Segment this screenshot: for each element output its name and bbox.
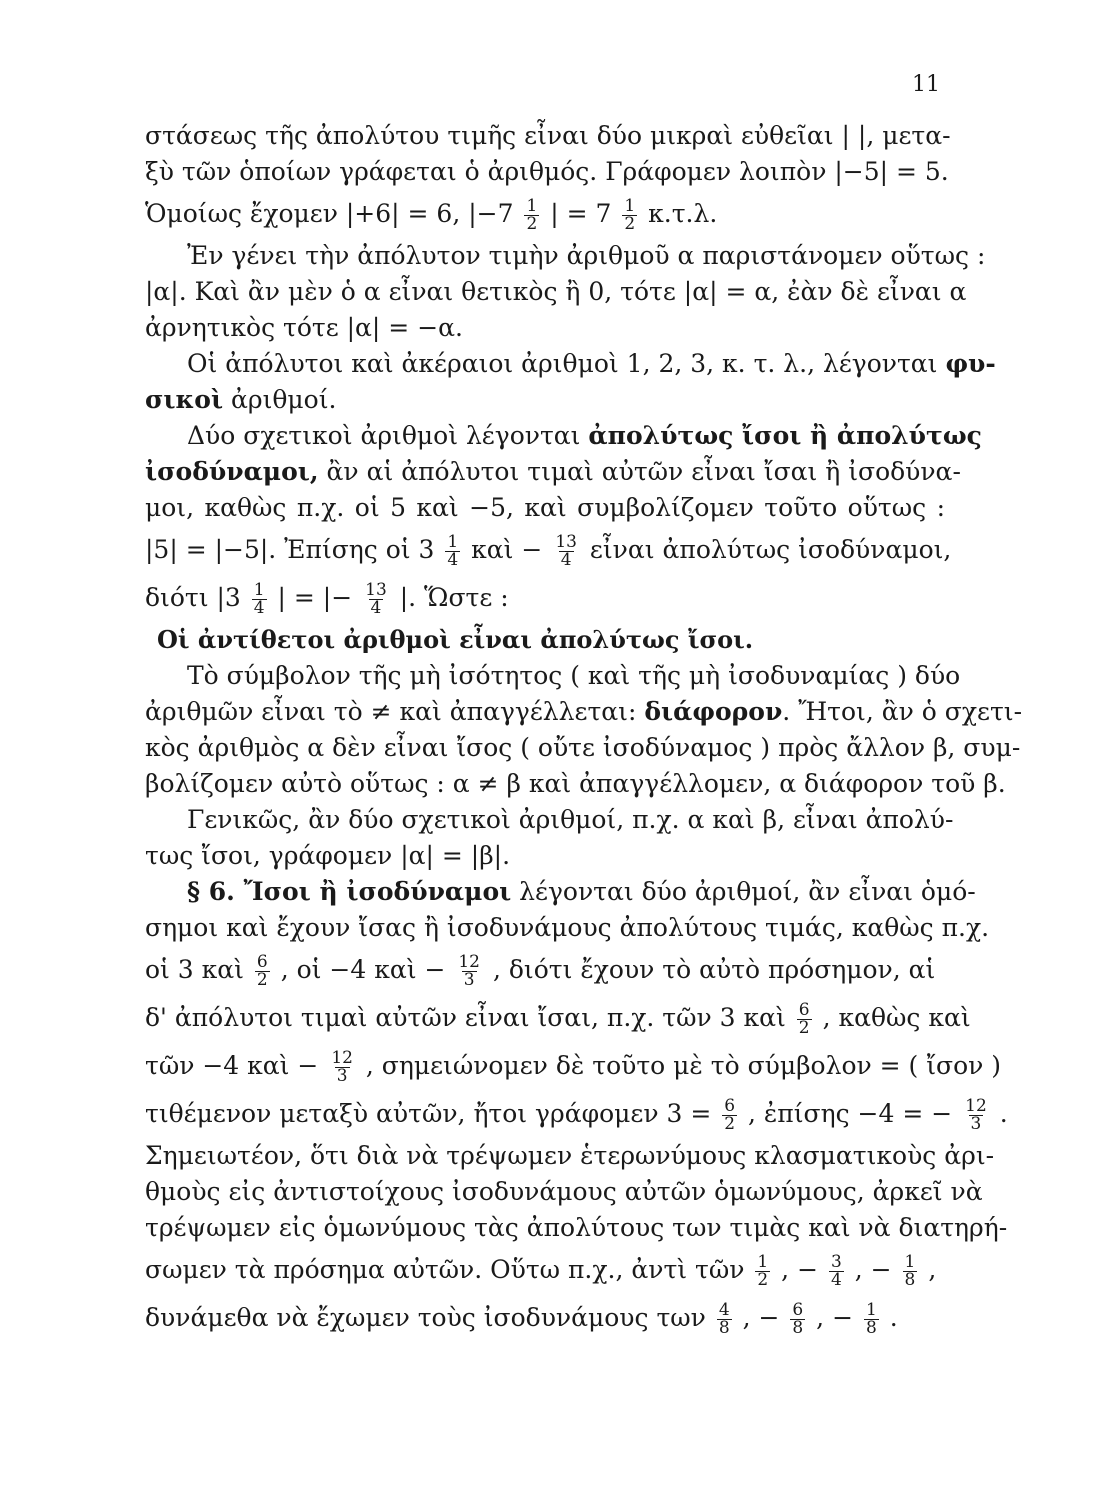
text-line	[145, 946, 945, 994]
text-segment: |. Ὥστε :	[399, 583, 509, 612]
fraction: $\frac{4}{8}$	[718, 1300, 730, 1338]
fraction: $\frac{1}{2}$	[624, 196, 636, 234]
text-segment: δ' ἀπόλυτοι τιμαὶ αὐτῶν εἶναι ἴσαι, π.χ. τῶν 3 καὶ	[145, 1003, 794, 1032]
text-segment: ἀριθμοί.	[223, 385, 337, 414]
fraction: $\frac{12}{3}$	[458, 952, 480, 990]
fraction: $\frac{1}{2}$	[757, 1252, 769, 1290]
text-line	[145, 382, 945, 418]
bold-term: φυ-	[945, 349, 996, 378]
fraction: $\frac{1}{2}$	[526, 196, 538, 234]
text-segment: , σημειώνομεν δὲ τοῦτο μὲ τὸ σύμβολον = ( ἴσον )	[365, 1051, 1002, 1080]
text-segment: κ.τ.λ.	[648, 199, 718, 228]
text-segment: δυνάμεθα νὰ ἔχωμεν τοὺς ἰσοδυνάμους των	[145, 1303, 714, 1332]
text-line: τως ἴσοι, γράφομεν |α| = |β|.	[145, 841, 511, 870]
fraction: $\frac{6}{2}$	[256, 952, 268, 990]
text-segment: , ἐπίσης −4 = −	[748, 1099, 961, 1128]
text-segment: καὶ −	[471, 535, 551, 564]
text-line	[145, 526, 952, 574]
text-segment: . Ἤτοι, ἂν ὁ σχετι-	[782, 697, 1023, 726]
text-line: |α|. Καὶ ἂν μὲν ὁ α εἶναι θετικὸς ἢ 0, τότε |α| = α, ἐὰν δὲ εἶναι α	[145, 277, 967, 306]
text-segment: | = 7	[550, 199, 620, 228]
text-line	[145, 1294, 945, 1342]
text-segment: ,	[928, 1255, 937, 1284]
text-segment: ἂν αἱ ἀπόλυτοι τιμαὶ αὐτῶν εἶναι ἴσαι ἢ ἰσοδύνα-	[318, 457, 961, 486]
fraction: $\frac{1}{8}$	[865, 1300, 877, 1338]
text-line: τρέψωμεν εἰς ὁμωνύμους τὰς ἀπολύτους των τιμὰς καὶ νὰ διατηρή-	[145, 1213, 1008, 1242]
text-segment: .	[889, 1303, 898, 1332]
text-line	[145, 1246, 945, 1294]
bold-term: ἀπολύτως ἴσοι ἢ ἀπολύτως	[588, 421, 982, 450]
fraction: $\frac{13}{4}$	[555, 532, 577, 570]
text-line	[145, 694, 1023, 730]
text-line	[145, 874, 976, 910]
text-segment: | = |−	[277, 583, 361, 612]
text-line	[145, 454, 961, 490]
text-segment: Δύο σχετικοὶ ἀριθμοὶ λέγονται	[187, 421, 589, 450]
fraction: $\frac{1}{8}$	[904, 1252, 916, 1290]
fraction: $\frac{6}{2}$	[724, 1096, 736, 1134]
text-segment: , διότι ἔχουν τὸ αὐτὸ πρόσημον, αἱ	[492, 955, 936, 984]
text-segment: τιθέμενον μεταξὺ αὐτῶν, ἤτοι γράφομεν 3 =	[145, 1099, 720, 1128]
text-line: μοι, καθὼς π.χ. οἱ 5 καὶ −5, καὶ συμβολίζομεν τοῦτο οὕτως :	[145, 493, 945, 522]
text-line	[145, 1042, 1002, 1090]
bold-term: σικοὶ	[145, 385, 224, 414]
fraction: $\frac{6}{8}$	[792, 1300, 804, 1338]
text-segment: , καθὼς καὶ	[822, 1003, 971, 1032]
text-segment: Οἱ ἀπόλυτοι καὶ ἀκέραιοι ἀριθμοὶ 1, 2, 3, κ. τ. λ., λέγονται	[187, 349, 946, 378]
text-segment: εἶναι ἀπολύτως ἰσοδύναμοι,	[589, 535, 952, 564]
text-line	[145, 1090, 1008, 1138]
text-segment: διότι |3	[145, 583, 249, 612]
text-segment: λέγονται δύο ἀριθμοί, ἂν εἶναι ὁμό-	[511, 877, 976, 906]
text-segment: ἀριθμῶν εἶναι τὸ ≠ καὶ ἀπαγγέλλεται:	[145, 697, 645, 726]
text-segment: |5| = |−5|. Ἐπίσης οἱ 3	[145, 535, 443, 564]
text-segment: σωμεν τὰ πρόσημα αὐτῶν. Οὕτω π.χ., ἀντὶ τῶν	[145, 1255, 753, 1284]
text-segment: Ὁμοίως ἔχομεν |+6| = 6, |−7	[145, 199, 522, 228]
text-segment: , οἱ −4 καὶ −	[280, 955, 454, 984]
rule-heading: Οἱ ἀντίθετοι ἀριθμοὶ εἶναι ἀπολύτως ἴσοι.	[157, 625, 754, 654]
text-segment: , −	[816, 1303, 861, 1332]
text-line: Ἐν γένει τὴν ἀπόλυτον τιμὴν ἀριθμοῦ α παριστάνομεν οὕτως :	[187, 241, 986, 270]
fraction: $\frac{1}{4}$	[253, 580, 265, 618]
bold-term: διάφορον	[644, 697, 783, 726]
text-segment: , −	[854, 1255, 900, 1284]
text-segment: τῶν −4 καὶ −	[145, 1051, 327, 1080]
text-line: Τὸ σύμβολον τῆς μὴ ἰσότητος ( καὶ τῆς μὴ ἰσοδυναμίας ) δύο	[187, 661, 961, 690]
fraction: $\frac{12}{3}$	[965, 1096, 987, 1134]
fraction: $\frac{6}{2}$	[798, 1000, 810, 1038]
text-line: Γενικῶς, ἂν δύο σχετικοὶ ἀριθμοί, π.χ. α καὶ β, εἶναι ἀπολύ-	[187, 805, 954, 834]
text-segment: .	[999, 1099, 1008, 1128]
text-line: ξὺ τῶν ὁποίων γράφεται ὁ ἀριθμός. Γράφομεν λοιπὸν |−5| = 5.	[145, 157, 949, 186]
text-line: βολίζομεν αὐτὸ οὕτως : α ≠ β καὶ ἀπαγγέλλομεν, α διάφορον τοῦ β.	[145, 769, 1006, 798]
text-line	[145, 418, 982, 454]
page-body	[145, 118, 1023, 1342]
text-line	[145, 346, 996, 382]
fraction: $\frac{1}{4}$	[447, 532, 459, 570]
text-line: κὸς ἀριθμὸς α δὲν εἶναι ἴσος ( οὔτε ἰσοδύναμος ) πρὸς ἄλλον β, συμ-	[145, 733, 1021, 762]
section-number: § 6.	[187, 877, 235, 906]
text-line	[145, 994, 971, 1042]
text-line	[145, 574, 945, 622]
text-line: θμοὺς εἰς ἀντιστοίχους ἰσοδυνάμους αὐτῶν ὁμωνύμους, ἀρκεῖ νὰ	[145, 1177, 983, 1206]
text-segment: οἱ 3 καὶ	[145, 955, 252, 984]
text-line	[145, 190, 945, 238]
text-line: στάσεως τῆς ἀπολύτου τιμῆς εἶναι δύο μικραὶ εὐθεῖαι | |, μετα-	[145, 121, 951, 150]
bold-term: Ἴσοι ἢ ἰσοδύναμοι	[234, 877, 512, 906]
text-line: ἀρνητικὸς τότε |α| = −α.	[145, 313, 463, 342]
fraction: $\frac{12}{3}$	[331, 1048, 353, 1086]
text-segment: , −	[742, 1303, 788, 1332]
text-line: Σημειωτέον, ὅτι διὰ νὰ τρέψωμεν ἑτερωνύμους κλασματικοὺς ἀρι-	[145, 1141, 995, 1170]
bold-term: ἰσοδύναμοι,	[145, 457, 319, 486]
text-line: σημοι καὶ ἔχουν ἴσας ἢ ἰσοδυνάμους ἀπολύτους τιμάς, καθὼς π.χ.	[145, 913, 990, 942]
text-segment: , −	[781, 1255, 826, 1284]
fraction: $\frac{3}{4}$	[830, 1252, 842, 1290]
fraction: $\frac{13}{4}$	[365, 580, 387, 618]
page-number: 11	[912, 72, 940, 97]
